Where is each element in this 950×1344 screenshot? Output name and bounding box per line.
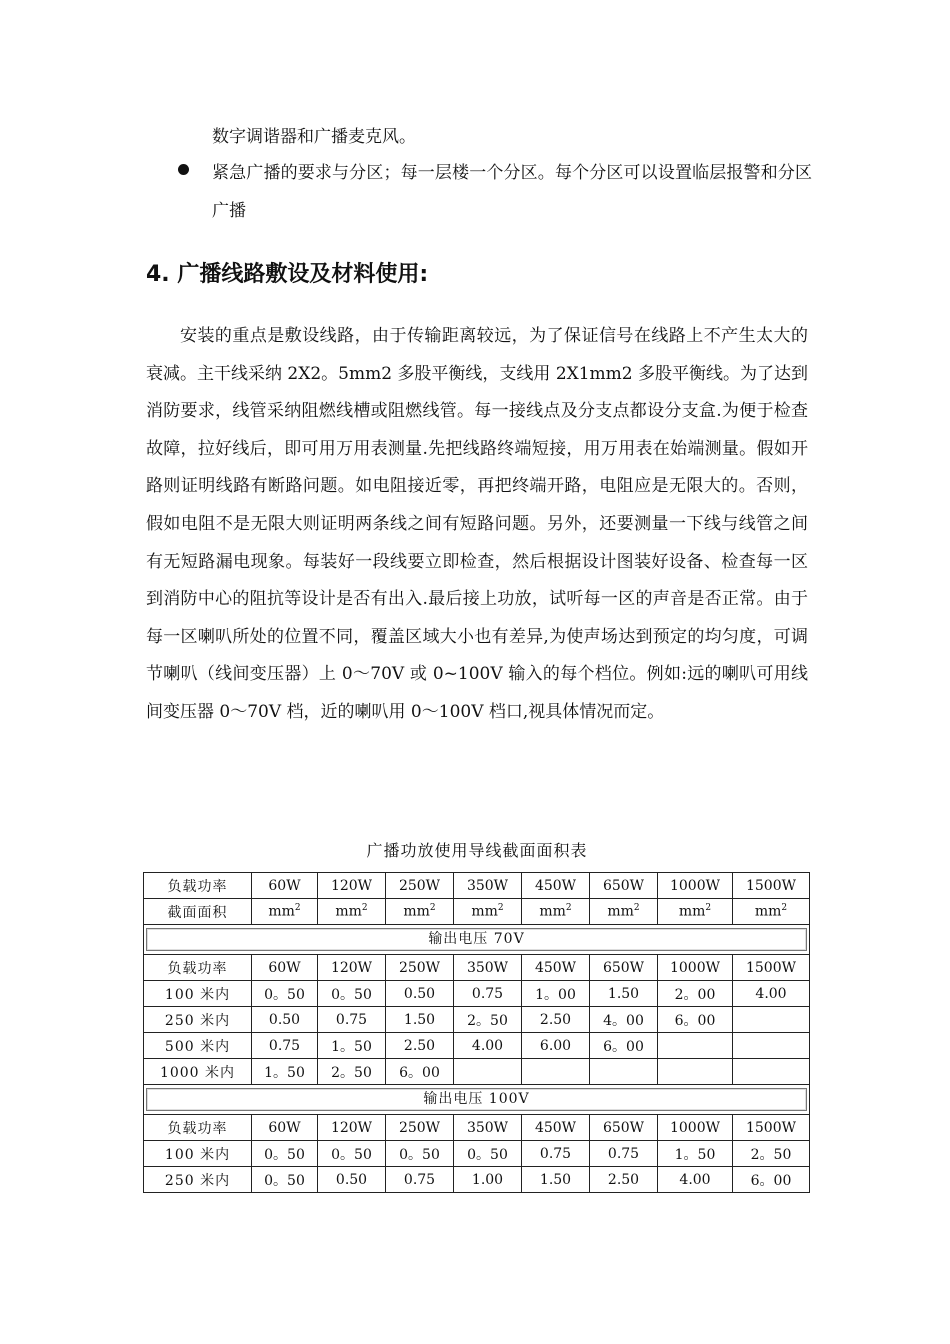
table-row	[144, 981, 810, 1007]
area-value-cell: 0.50	[318, 1167, 386, 1193]
area-value-cell: 1.00	[454, 1167, 522, 1193]
table-row	[144, 1167, 810, 1193]
continuation-line: 数字调谐器和广播麦克风。	[212, 127, 416, 147]
distance-label-cell: 1000 米内	[144, 1059, 252, 1085]
power-header-cell: 1500W	[733, 873, 810, 899]
power-header-cell: 350W	[454, 955, 522, 981]
power-header-cell: 1500W	[733, 1115, 810, 1141]
power-header-cell: 1500W	[733, 955, 810, 981]
area-value-cell: 2。50	[454, 1007, 522, 1033]
power-header-cell: 1000W	[658, 873, 733, 899]
unit-cell	[658, 899, 733, 925]
table-row	[144, 1141, 810, 1167]
distance-label-cell: 250 米内	[144, 1167, 252, 1193]
unit-cell	[318, 899, 386, 925]
table-row	[144, 1033, 810, 1059]
unit-exponent: 2	[565, 903, 572, 914]
unit-exponent: 2	[781, 903, 788, 914]
unit-cell	[522, 899, 590, 925]
area-value-cell: 0。50	[252, 1141, 318, 1167]
power-header-cell: 250W	[386, 873, 454, 899]
power-header-cell: 120W	[318, 873, 386, 899]
area-value-cell: 4.00	[658, 1167, 733, 1193]
table-title: 广播功放使用导线截面面积表	[366, 841, 588, 860]
area-value-cell: 4。00	[590, 1007, 658, 1033]
area-value-cell: 1。00	[522, 981, 590, 1007]
power-header-cell: 650W	[590, 955, 658, 981]
area-value-cell: 1.50	[522, 1167, 590, 1193]
unit-text: mm	[754, 903, 782, 920]
unit-text: mm	[471, 903, 498, 920]
power-header-cell: 650W	[590, 1115, 658, 1141]
unit-exponent: 2	[705, 903, 712, 914]
power-header-cell: 450W	[522, 955, 590, 981]
area-value-cell: 0。50	[386, 1141, 454, 1167]
area-value-cell: 6。00	[733, 1167, 810, 1193]
area-value-cell: 0。50	[252, 981, 318, 1007]
power-header-cell: 250W	[386, 955, 454, 981]
section-header-row	[144, 1115, 810, 1141]
power-header-cell: 250W	[386, 1115, 454, 1141]
power-header-cell: 1000W	[658, 1115, 733, 1141]
section-title-row	[144, 925, 810, 955]
row-label-cell: 负载功率	[144, 1115, 252, 1141]
area-value-cell: 0.75	[454, 981, 522, 1007]
unit-exponent: 2	[633, 903, 640, 914]
area-value-cell	[454, 1059, 522, 1085]
row-label-cell: 负载功率	[144, 955, 252, 981]
unit-exponent: 2	[361, 903, 368, 914]
table-header-row	[144, 873, 810, 899]
area-value-cell: 6.00	[522, 1033, 590, 1059]
area-value-cell: 6。00	[590, 1033, 658, 1059]
power-header-cell: 60W	[252, 955, 318, 981]
unit-text: mm	[678, 903, 706, 920]
area-value-cell: 0.50	[386, 981, 454, 1007]
power-header-cell: 450W	[522, 873, 590, 899]
area-value-cell: 2.50	[386, 1033, 454, 1059]
area-value-cell: 0.75	[252, 1033, 318, 1059]
area-value-cell	[522, 1059, 590, 1085]
wire-section-table	[143, 872, 810, 1193]
unit-cell	[733, 899, 810, 925]
area-value-cell: 0.50	[252, 1007, 318, 1033]
bullet-icon	[178, 164, 189, 175]
unit-text: mm	[607, 903, 634, 920]
distance-label-cell: 100 米内	[144, 981, 252, 1007]
unit-cell	[252, 899, 318, 925]
area-value-cell	[590, 1059, 658, 1085]
area-value-cell: 0。50	[318, 1141, 386, 1167]
area-value-cell: 2。50	[733, 1141, 810, 1167]
section-title-cell	[144, 1085, 810, 1115]
power-header-cell: 350W	[454, 873, 522, 899]
unit-text: mm	[335, 903, 362, 920]
unit-cell	[590, 899, 658, 925]
unit-exponent: 2	[497, 903, 504, 914]
area-value-cell: 6。00	[386, 1059, 454, 1085]
section-title: 输出电压 100V	[146, 1088, 807, 1111]
area-value-cell: 1.50	[590, 981, 658, 1007]
area-value-cell: 0。50	[252, 1167, 318, 1193]
section-title-cell	[144, 925, 810, 955]
area-value-cell: 4.00	[454, 1033, 522, 1059]
area-value-cell: 0。50	[454, 1141, 522, 1167]
distance-label-cell: 250 米内	[144, 1007, 252, 1033]
area-value-cell: 1.50	[386, 1007, 454, 1033]
area-value-cell	[658, 1033, 733, 1059]
table-row	[144, 1007, 810, 1033]
area-value-cell	[733, 1007, 810, 1033]
power-header-cell: 1000W	[658, 955, 733, 981]
area-value-cell	[733, 1033, 810, 1059]
unit-text: mm	[403, 903, 430, 920]
area-value-cell: 2。00	[658, 981, 733, 1007]
area-value-cell: 1。50	[252, 1059, 318, 1085]
unit-exponent: 2	[429, 903, 436, 914]
area-value-cell: 0.75	[522, 1141, 590, 1167]
table-unit-row	[144, 899, 810, 925]
area-value-cell: 1。50	[318, 1033, 386, 1059]
body-paragraph: 安装的重点是敷设线路，由于传输距离较远，为了保证信号在线路上不产生太大的衰减。主干线采纳 2X2。5mm2 多股平衡线，支线用 2X1mm2 多股平衡线。为了达到消防要求，线管采纳阻燃线槽或阻燃线管。每一接线点及分支点都设分支盒.为便于检查故障，拉好线后，即可用万用表测量.先把线路终端短接，用万用表在始端测量。假如开路则证明线路有断路问题。如电阻接近零，再把终端开路，电阻应是无限大的。否则， 假如电阻不是无限大则证明两条线之间有短路问题。另外，还要测量一下线与线管之间有无短路漏电现象。每装好一段线要立即检查，然后根据设计图装好设备、检查每一区到消防中心的阻抗等设计是否有出入.最后接上功放，试听每一区的声音是否正常。由于每一区喇叭所处的位置不同，覆盖区域大小也有差异,为使声场达到预定的均匀度，可调节喇叭（线间变压器）上 0～70V 或 0~100V 输入的每个档位。例如:远的喇叭可用线间变压器 0～70V 档，近的喇叭用 0～100V 档口,视具体情况而定。	[146, 326, 809, 722]
section-header-row	[144, 955, 810, 981]
distance-label-cell: 100 米内	[144, 1141, 252, 1167]
power-header-cell: 120W	[318, 955, 386, 981]
section-heading: 4. 广播线路敷设及材料使用:	[146, 262, 429, 287]
area-value-cell: 4.00	[733, 981, 810, 1007]
area-value-cell: 0.75	[318, 1007, 386, 1033]
power-header-cell: 650W	[590, 873, 658, 899]
area-value-cell	[658, 1059, 733, 1085]
row-label-cell: 截面面积	[144, 899, 252, 925]
area-value-cell: 0。50	[318, 981, 386, 1007]
area-value-cell	[733, 1059, 810, 1085]
area-value-cell: 6。00	[658, 1007, 733, 1033]
table-row	[144, 1059, 810, 1085]
area-value-cell: 0.75	[386, 1167, 454, 1193]
distance-label-cell: 500 米内	[144, 1033, 252, 1059]
section-title: 输出电压 70V	[146, 928, 807, 951]
unit-exponent: 2	[294, 903, 301, 914]
unit-cell	[454, 899, 522, 925]
row-label-cell: 负载功率	[144, 873, 252, 899]
area-value-cell: 2。50	[318, 1059, 386, 1085]
power-header-cell: 120W	[318, 1115, 386, 1141]
unit-text: mm	[539, 903, 566, 920]
power-header-cell: 450W	[522, 1115, 590, 1141]
unit-cell	[386, 899, 454, 925]
bullet-item: 紧急广播的要求与分区；每一层楼一个分区。每个分区可以设置临层报警和分区广播	[212, 163, 812, 221]
wire-table-container	[143, 872, 809, 1193]
power-header-cell: 60W	[252, 1115, 318, 1141]
section-title-row	[144, 1085, 810, 1115]
unit-text: mm	[268, 903, 295, 920]
power-header-cell: 60W	[252, 873, 318, 899]
area-value-cell: 1。50	[658, 1141, 733, 1167]
area-value-cell: 0.75	[590, 1141, 658, 1167]
area-value-cell: 2.50	[590, 1167, 658, 1193]
area-value-cell: 2.50	[522, 1007, 590, 1033]
power-header-cell: 350W	[454, 1115, 522, 1141]
